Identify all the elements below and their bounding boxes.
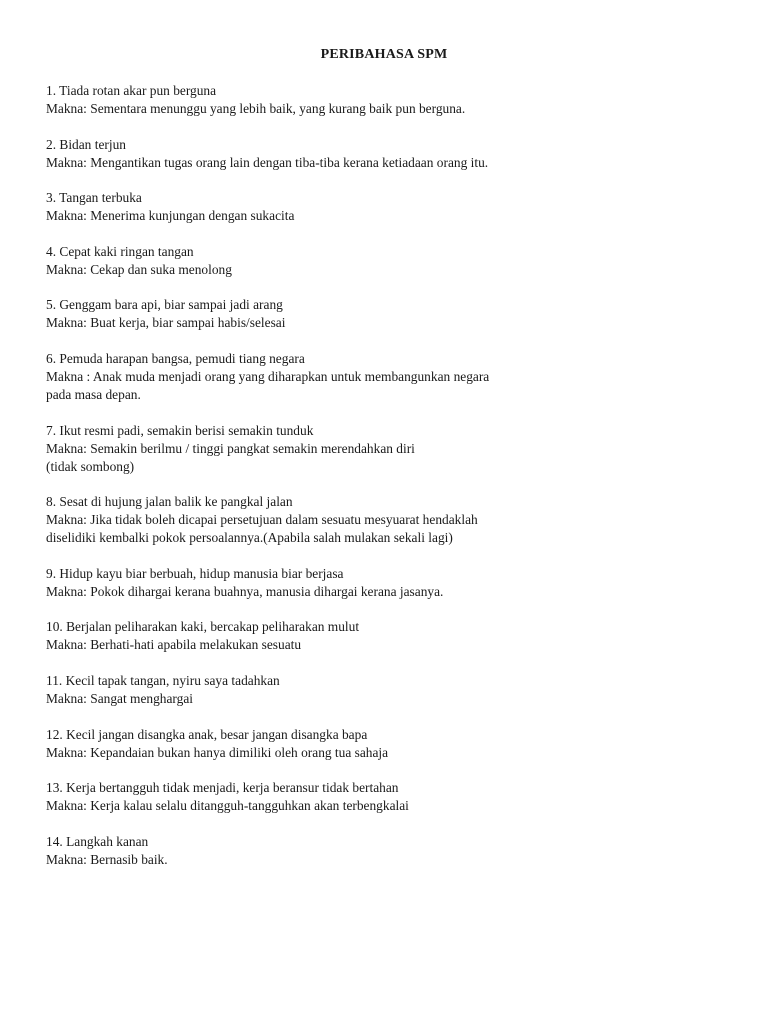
proverb-meaning-line: Makna: Sementara menunggu yang lebih baik, yang kurang baik pun berguna. (46, 101, 466, 116)
proverb-text: 7. Ikut resmi padi, semakin berisi semakin tunduk (46, 422, 314, 438)
proverb-text: 2. Bidan terjun (46, 136, 126, 152)
proverb-list (46, 82, 736, 886)
proverb-item (46, 82, 736, 118)
proverb-text: 10. Berjalan peliharakan kaki, bercakap peliharakan mulut (46, 619, 360, 635)
proverb-meaning-line: Makna: Pokok dihargai kerana buahnya, manusia dihargai kerana jasanya. (46, 583, 444, 599)
proverb-item (46, 833, 736, 869)
proverb-meaning-line: Makna: Kerja kalau selalu ditangguh-tangguhkan akan terbengkalai (46, 798, 409, 814)
proverb-item (46, 618, 736, 654)
proverb-meaning-line: Makna: Cekap dan suka menolong (46, 261, 232, 277)
document-title: PERIBAHASA SPM (320, 47, 448, 62)
proverb-text: 3. Tangan terbuka (46, 190, 142, 206)
proverb-item (46, 422, 736, 476)
proverb-meaning-line: Makna: Mengantikan tugas orang lain dengan tiba-tiba kerana ketiadaan orang itu. (46, 154, 489, 170)
proverb-meaning-line: Makna: Kepandaian bukan hanya dimiliki oleh orang tua sahaja (46, 744, 389, 760)
proverb-meaning-line: Makna : Anak muda menjadi orang yang diharapkan untuk membangunkan negara (46, 368, 490, 384)
proverb-text: 4. Cepat kaki ringan tangan (46, 243, 194, 259)
proverb-text: 9. Hidup kayu biar berbuah, hidup manusia biar berjasa (46, 565, 344, 581)
proverb-meaning-line: Makna: Menerima kunjungan dengan sukacita (46, 208, 295, 224)
proverb-meaning-line: Makna: Bernasib baik. (46, 851, 168, 867)
proverb-meaning-line: Makna: Sangat menghargai (46, 690, 194, 706)
proverb-item (46, 189, 736, 225)
proverb-item (46, 565, 736, 601)
proverb-text: 11. Kecil tapak tangan, nyiru saya tadahkan (46, 672, 280, 688)
proverb-meaning-line: pada masa depan. (46, 386, 141, 402)
proverb-text: 6. Pemuda harapan bangsa, pemudi tiang negara (46, 350, 305, 366)
proverb-meaning-line: Makna: Jika tidak boleh dicapai persetujuan dalam sesuatu mesyuarat hendaklah (46, 512, 478, 528)
proverb-text: 12. Kecil jangan disangka anak, besar jangan disangka bapa (46, 726, 368, 742)
proverb-item (46, 672, 736, 708)
proverb-text: 5. Genggam bara api, biar sampai jadi arang (46, 297, 283, 313)
proverb-item (46, 779, 736, 815)
proverb-item (46, 296, 736, 332)
proverb-item (46, 136, 736, 172)
proverb-meaning-line: Makna: Berhati-hati apabila melakukan sesuatu (46, 637, 302, 653)
proverb-item (46, 350, 736, 404)
proverb-item (46, 726, 736, 762)
proverb-text: 1. Tiada rotan akar pun berguna (46, 83, 217, 98)
proverb-text: 14. Langkah kanan (46, 833, 149, 849)
proverb-text: 8. Sesat di hujung jalan balik ke pangkal jalan (46, 494, 293, 510)
proverb-meaning-line: diselidiki kembalki pokok persoalannya.(Apabila salah mulakan sekali lagi) (46, 530, 453, 546)
proverb-text: 13. Kerja bertangguh tidak menjadi, kerja beransur tidak bertahan (46, 780, 399, 796)
proverb-item (46, 493, 736, 547)
proverb-meaning-line: Makna: Semakin berilmu / tinggi pangkat semakin merendahkan diri (46, 440, 415, 456)
proverb-meaning-line: (tidak sombong) (46, 458, 135, 474)
proverb-item (46, 243, 736, 279)
proverb-meaning-line: Makna: Buat kerja, biar sampai habis/selesai (46, 315, 286, 331)
